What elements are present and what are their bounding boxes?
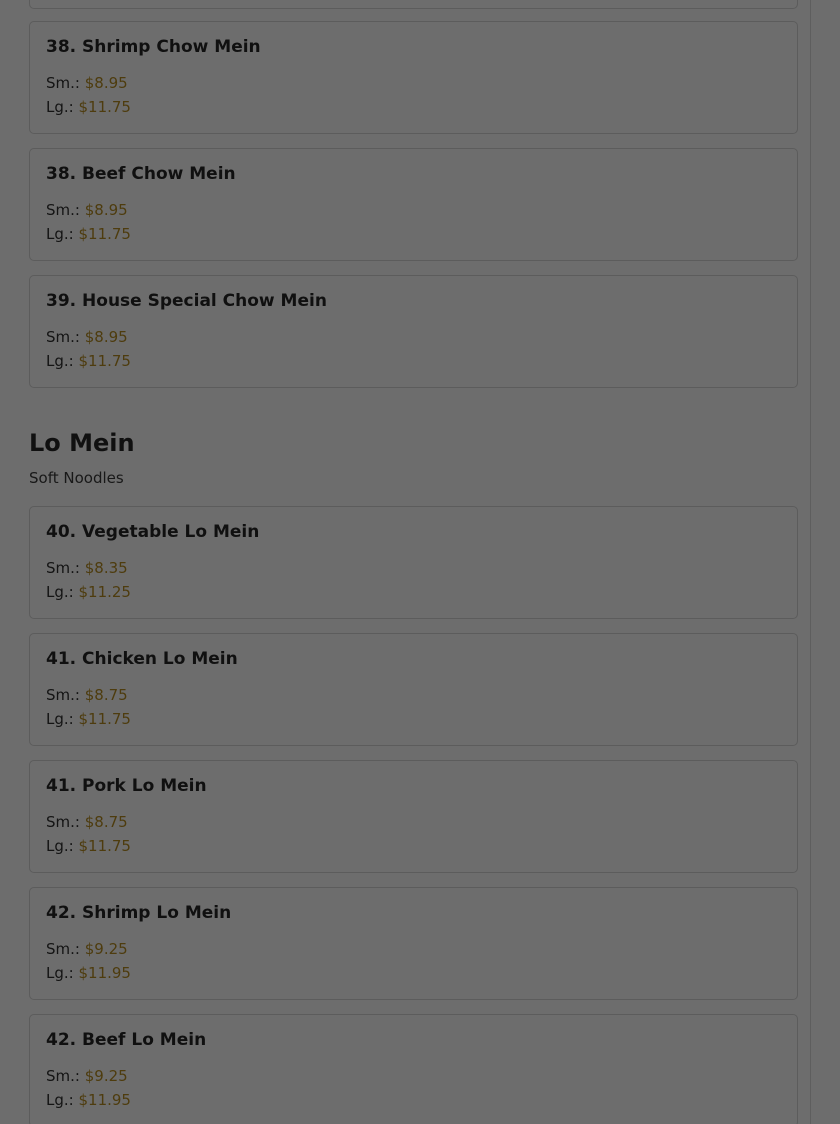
small-price-line bbox=[46, 328, 128, 346]
small-price-line bbox=[46, 559, 128, 577]
small-price-line bbox=[46, 813, 128, 831]
small-price: $8.95 bbox=[84, 74, 128, 92]
small-price: $9.25 bbox=[84, 1067, 128, 1085]
menu-item-card[interactable] bbox=[29, 21, 798, 134]
small-size-label: Sm.: bbox=[46, 201, 80, 219]
large-size-label: Lg.: bbox=[46, 225, 74, 243]
small-price: $8.35 bbox=[84, 559, 128, 577]
menu-item-card-partial[interactable] bbox=[29, 0, 798, 9]
menu-item-name: 38. Shrimp Chow Mein bbox=[46, 37, 261, 57]
small-size-label: Sm.: bbox=[46, 686, 80, 704]
large-size-label: Lg.: bbox=[46, 352, 74, 370]
large-price-line bbox=[46, 837, 131, 855]
large-price: $11.75 bbox=[78, 225, 131, 243]
menu-item-name: 42. Shrimp Lo Mein bbox=[46, 903, 232, 923]
large-price-line bbox=[46, 225, 131, 243]
menu-item-name: 42. Beef Lo Mein bbox=[46, 1030, 207, 1050]
large-price-line bbox=[46, 1091, 131, 1109]
small-price: $9.25 bbox=[84, 940, 128, 958]
menu-item-card[interactable] bbox=[29, 148, 798, 261]
small-size-label: Sm.: bbox=[46, 328, 80, 346]
section-title-lo-mein: Lo Mein bbox=[29, 429, 135, 457]
small-price-line bbox=[46, 201, 128, 219]
small-price: $8.75 bbox=[84, 813, 128, 831]
small-price-line bbox=[46, 686, 128, 704]
small-size-label: Sm.: bbox=[46, 1067, 80, 1085]
large-price: $11.95 bbox=[78, 964, 131, 982]
large-price: $11.75 bbox=[78, 837, 131, 855]
small-price: $8.95 bbox=[84, 328, 128, 346]
small-price-line bbox=[46, 74, 128, 92]
small-price-line bbox=[46, 1067, 128, 1085]
menu-item-name: 40. Vegetable Lo Mein bbox=[46, 522, 260, 542]
small-size-label: Sm.: bbox=[46, 74, 80, 92]
large-price-line bbox=[46, 964, 131, 982]
menu-item-name: 38. Beef Chow Mein bbox=[46, 164, 236, 184]
large-size-label: Lg.: bbox=[46, 1091, 74, 1109]
menu-item-card[interactable] bbox=[29, 275, 798, 388]
large-size-label: Lg.: bbox=[46, 583, 74, 601]
menu-item-card[interactable] bbox=[29, 633, 798, 746]
large-price: $11.25 bbox=[78, 583, 131, 601]
small-price: $8.75 bbox=[84, 686, 128, 704]
large-size-label: Lg.: bbox=[46, 837, 74, 855]
small-price-line bbox=[46, 940, 128, 958]
menu-item-name: 41. Chicken Lo Mein bbox=[46, 649, 238, 669]
small-size-label: Sm.: bbox=[46, 940, 80, 958]
menu-item-card[interactable] bbox=[29, 1014, 798, 1124]
small-size-label: Sm.: bbox=[46, 813, 80, 831]
large-price-line bbox=[46, 98, 131, 116]
large-size-label: Lg.: bbox=[46, 98, 74, 116]
section-subtitle: Soft Noodles bbox=[29, 469, 124, 487]
large-price: $11.75 bbox=[78, 352, 131, 370]
menu-item-name: 39. House Special Chow Mein bbox=[46, 291, 327, 311]
large-price-line bbox=[46, 583, 131, 601]
small-size-label: Sm.: bbox=[46, 559, 80, 577]
menu-item-name: 41. Pork Lo Mein bbox=[46, 776, 207, 796]
scrollbar-edge bbox=[810, 0, 811, 1124]
large-price: $11.95 bbox=[78, 1091, 131, 1109]
large-size-label: Lg.: bbox=[46, 710, 74, 728]
large-price-line bbox=[46, 352, 131, 370]
large-price-line bbox=[46, 710, 131, 728]
menu-item-card[interactable] bbox=[29, 887, 798, 1000]
menu-item-card[interactable] bbox=[29, 760, 798, 873]
large-price: $11.75 bbox=[78, 710, 131, 728]
small-price: $8.95 bbox=[84, 201, 128, 219]
menu-item-card[interactable] bbox=[29, 506, 798, 619]
large-size-label: Lg.: bbox=[46, 964, 74, 982]
large-price: $11.75 bbox=[78, 98, 131, 116]
